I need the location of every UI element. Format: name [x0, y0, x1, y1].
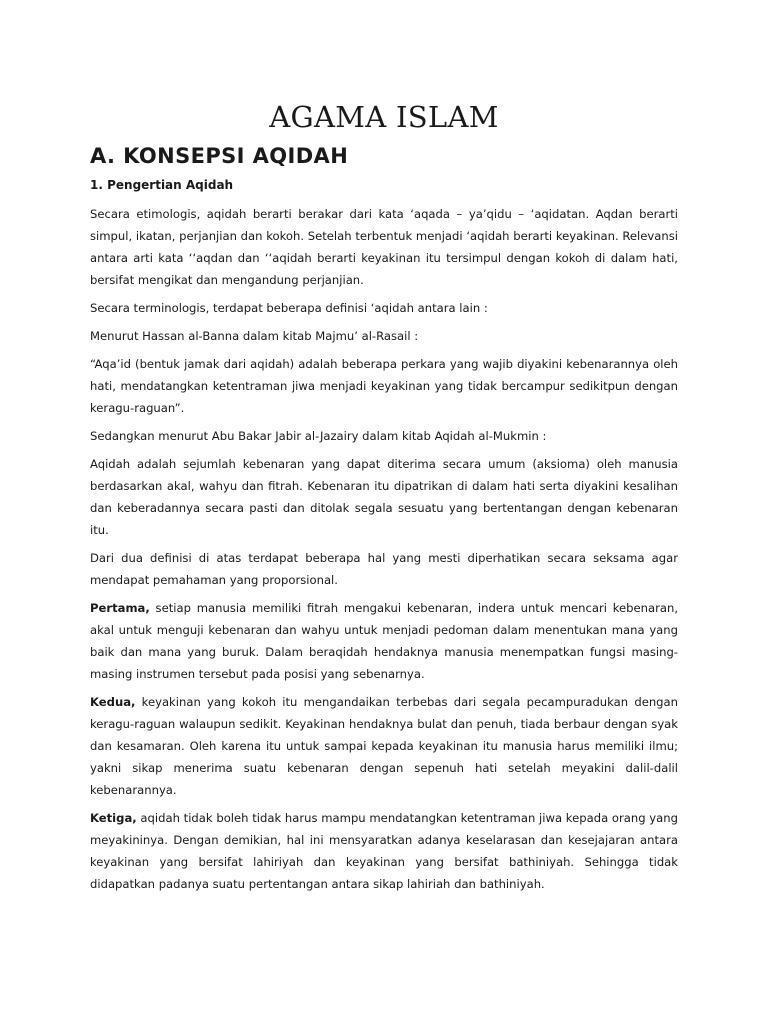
paragraph-quote: “Aqa’id (bentuk jamak dari aqidah) adalah beberapa perkara yang wajib diyakini kebenarannya oleh hati, mendatangkan ketentraman jiwa menjadi keyakinan yang tidak bercampur sedikitpun dengan keragu-raguan”.	[90, 357, 678, 415]
paragraph-ketiga-body: aqidah tidak boleh tidak harus mampu mendatangkan ketentraman jiwa kepada orang yang meyakininya. Dengan demikian, hal ini mensyaratkan adanya keselarasan dan kesejajaran antara keyakinan yang bersifat lahiriyah dan keyakinan yang bersifat bathiniyah. Sehingga tidak didapatkan padanya suatu pertentangan antara sikap lahiriah dan bathiniyah.	[90, 811, 678, 891]
paragraph-pertama	[90, 597, 678, 685]
document-page	[90, 100, 678, 901]
paragraph-definition: Aqidah adalah sejumlah kebenaran yang dapat diterima secara umum (aksioma) oleh manusia berdasarkan akal, wahyu dan fitrah. Kebenaran itu dipatrikan di dalam hati serta diyakini kesalihan dan keberadannya secara pasti dan ditolak segala sesuatu yang bertentangan dengan kebenaran itu.	[90, 457, 678, 537]
paragraph-etimologis: Secara etimologis, aqidah berarti berakar dari kata ‘aqada – ya’qidu – ‘aqidatan. Aqdan berarti simpul, ikatan, perjanjian dan kokoh. Setelah terbentuk menjadi ‘aqidah berarti keyakinan. Relevansi antara arti kata ‘‘aqdan dan ‘‘aqidah berarti keyakinan itu tersimpul dengan kokoh di dalam hati, bersifat mengikat dan mengandung perjanjian.	[90, 207, 678, 287]
lead-word-ketiga: Ketiga,	[90, 811, 137, 825]
paragraph-two-definitions: Dari dua definisi di atas terdapat beberapa hal yang mesti diperhatikan secara seksama agar mendapat pemahaman yang proporsional.	[90, 551, 678, 587]
paragraph-abu-bakar: Sedangkan menurut Abu Bakar Jabir al-Jazairy dalam kitab Aqidah al-Mukmin :	[90, 429, 547, 443]
paragraph-kedua	[90, 691, 678, 801]
lead-word-pertama: Pertama,	[90, 601, 150, 615]
paragraph-terminologis: Secara terminologis, terdapat beberapa definisi ‘aqidah antara lain :	[90, 301, 488, 315]
paragraph-hassan-al-banna: Menurut Hassan al-Banna dalam kitab Majmu’ al-Rasail :	[90, 329, 419, 343]
paragraph-pertama-body: setiap manusia memiliki fitrah mengakui kebenaran, indera untuk mencari kebenaran, akal untuk menguji kebenaran dan wahyu untuk menjadi pedoman dalam menentukan mana yang baik dan mana yang buruk. Dalam beraqidah hendaknya manusia menempatkan fungsi masing-masing instrumen tersebut pada posisi yang sebenarnya.	[90, 601, 678, 681]
lead-word-kedua: Kedua,	[90, 695, 136, 709]
document-title: AGAMA ISLAM	[269, 100, 499, 134]
paragraph-ketiga	[90, 807, 678, 895]
subsection-heading: 1. Pengertian Aqidah	[90, 178, 234, 192]
paragraph-kedua-body: keyakinan yang kokoh itu mengandaikan terbebas dari segala pecampuradukan dengan keragu-raguan walaupun sedikit. Keyakinan hendaknya bulat dan penuh, tiada berbaur dengan syak dan kesamaran. Oleh karena itu untuk sampai kepada keyakinan itu manusia harus memiliki ilmu; yakni sikap menerima suatu kebenaran dengan sepenuh hati setelah meyakini dalil-dalil kebenarannya.	[90, 695, 678, 797]
section-heading: A. KONSEPSI AQIDAH	[90, 144, 349, 168]
